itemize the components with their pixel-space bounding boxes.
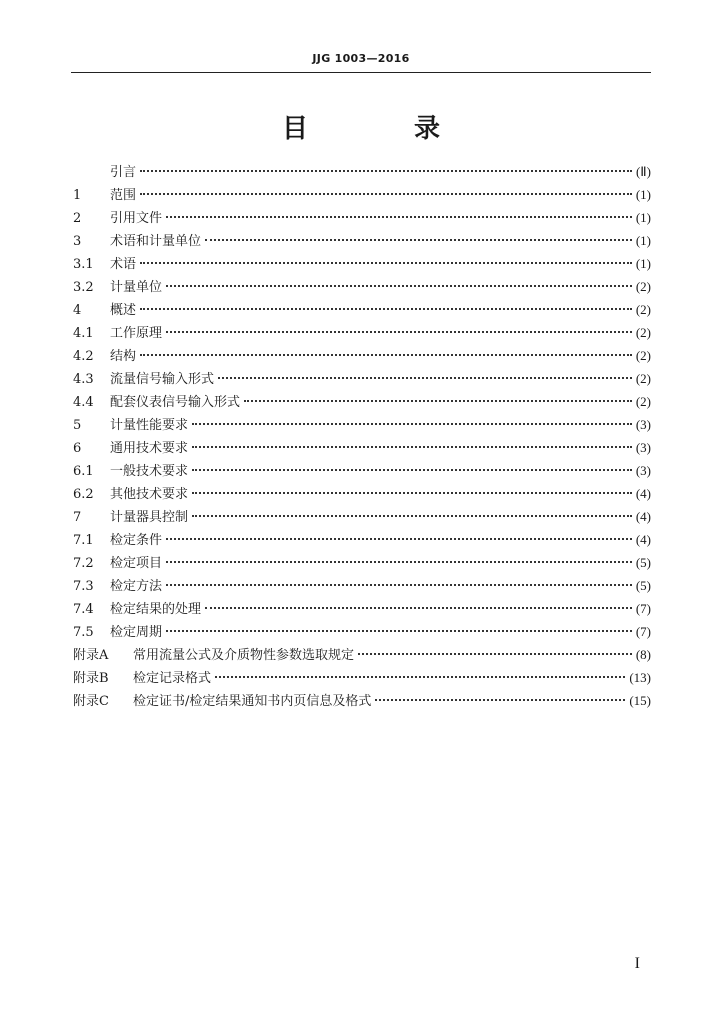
toc-entry-number: 附录A [73,648,109,663]
toc-entry-number: 2 [73,211,82,226]
toc-entry[interactable] [73,551,651,574]
toc-entry-label: 范围 [110,188,137,203]
toc-entry-number: 3.1 [73,257,94,272]
toc-entry-page: (4) [635,486,651,501]
toc-entry-page: (2) [635,279,651,294]
toc-entry-label: 检定证书/检定结果通知书内页信息及格式 [133,694,372,709]
toc-entry-number: 3 [73,234,82,249]
toc-dot-leader [192,446,632,448]
toc-entry[interactable] [73,413,651,436]
toc-entry-label: 引用文件 [110,211,163,226]
toc-entry[interactable] [73,620,651,643]
toc-entry[interactable] [73,275,651,298]
toc-dot-leader [375,699,625,701]
page-title: 目 录 [281,114,480,144]
document-code-header: JJG 1003—2016 [312,52,410,65]
toc-entry[interactable] [73,206,651,229]
toc-entry[interactable] [73,321,651,344]
toc-entry[interactable] [73,344,651,367]
toc-dot-leader [140,354,632,356]
toc-entry[interactable] [73,505,651,528]
toc-entry-label: 检定周期 [110,625,163,640]
toc-entry-label: 其他技术要求 [110,487,189,502]
table-of-contents [73,160,651,712]
toc-entry-page: (4) [635,509,651,524]
toc-entry[interactable] [73,367,651,390]
toc-entry-label: 概述 [110,303,137,318]
toc-entry-number: 6.2 [73,487,94,502]
toc-dot-leader [140,308,632,310]
toc-entry-page: (2) [635,325,651,340]
toc-entry-page: (1) [635,210,651,225]
toc-dot-leader [166,584,632,586]
toc-dot-leader [192,515,632,517]
toc-entry-label: 术语 [110,257,137,272]
toc-entry[interactable] [73,160,651,183]
toc-dot-leader [205,239,632,241]
toc-entry-number: 4.3 [73,372,94,387]
toc-dot-leader [140,262,632,264]
toc-entry-page: (Ⅱ) [635,164,651,179]
toc-entry[interactable] [73,436,651,459]
toc-entry-label: 常用流量公式及介质物性参数选取规定 [133,648,355,663]
toc-entry-label: 检定项目 [110,556,163,571]
toc-entry-page: (2) [635,302,651,317]
toc-entry-label: 检定条件 [110,533,163,548]
toc-entry-number: 7.4 [73,602,94,617]
toc-entry-page: (1) [635,187,651,202]
toc-entry-page: (15) [629,693,651,708]
toc-entry-number: 7.1 [73,533,94,548]
toc-entry-number: 3.2 [73,280,94,295]
toc-dot-leader [218,377,632,379]
toc-entry-number: 附录C [73,694,109,709]
toc-entry-label: 工作原理 [110,326,163,341]
toc-entry-number: 5 [73,418,82,433]
toc-entry[interactable] [73,252,651,275]
toc-entry-label: 一般技术要求 [110,464,189,479]
toc-entry-label: 通用技术要求 [110,441,189,456]
toc-entry-page: (13) [629,670,651,685]
toc-entry-page: (8) [635,647,651,662]
toc-dot-leader [140,170,632,172]
toc-entry-page: (2) [635,371,651,386]
toc-dot-leader [244,400,632,402]
toc-entry-label: 流量信号输入形式 [110,372,215,387]
toc-dot-leader [205,607,632,609]
toc-entry-page: (7) [635,601,651,616]
header-divider [71,72,651,73]
toc-entry-number: 7.5 [73,625,94,640]
toc-dot-leader [192,423,632,425]
toc-entry-label: 计量器具控制 [110,510,189,525]
toc-entry-page: (3) [635,440,651,455]
toc-entry-number: 7 [73,510,82,525]
toc-entry[interactable] [73,528,651,551]
toc-entry-number: 7.3 [73,579,94,594]
toc-entry-page: (3) [635,463,651,478]
toc-entry-label: 引言 [110,165,137,180]
toc-entry-number: 4.4 [73,395,94,410]
toc-dot-leader [166,630,632,632]
toc-entry[interactable] [73,482,651,505]
toc-entry[interactable] [73,183,651,206]
toc-dot-leader [166,331,632,333]
toc-entry[interactable] [73,689,651,712]
toc-entry-page: (1) [635,256,651,271]
toc-entry-label: 术语和计量单位 [110,234,202,249]
toc-entry-number: 6.1 [73,464,94,479]
toc-entry-page: (3) [635,417,651,432]
toc-entry-label: 检定记录格式 [133,671,212,686]
toc-dot-leader [166,561,632,563]
toc-entry[interactable] [73,298,651,321]
toc-entry-label: 结构 [110,349,137,364]
toc-dot-leader [166,216,632,218]
toc-entry-page: (4) [635,532,651,547]
toc-dot-leader [192,492,632,494]
toc-entry-page: (7) [635,624,651,639]
toc-entry[interactable] [73,574,651,597]
toc-entry-page: (2) [635,394,651,409]
toc-dot-leader [166,538,632,540]
toc-dot-leader [140,193,632,195]
toc-entry-number: 附录B [73,671,109,686]
toc-entry-page: (5) [635,555,651,570]
toc-entry[interactable] [73,643,651,666]
toc-entry[interactable] [73,390,651,413]
toc-entry-number: 4 [73,303,82,318]
toc-dot-leader [358,653,632,655]
toc-entry-label: 计量性能要求 [110,418,189,433]
toc-dot-leader [166,285,632,287]
toc-entry-number: 4.2 [73,349,94,364]
toc-entry-page: (5) [635,578,651,593]
toc-entry-label: 检定方法 [110,579,163,594]
toc-entry-label: 计量单位 [110,280,163,295]
toc-entry-number: 1 [73,188,82,203]
toc-entry-label: 配套仪表信号输入形式 [110,395,241,410]
toc-entry-number: 7.2 [73,556,94,571]
toc-dot-leader [215,676,625,678]
toc-entry-number: 4.1 [73,326,94,341]
toc-entry-page: (2) [635,348,651,363]
toc-entry-page: (1) [635,233,651,248]
page-number: I [634,955,640,972]
toc-dot-leader [192,469,632,471]
toc-entry-number: 6 [73,441,82,456]
toc-entry[interactable] [73,597,651,620]
toc-entry[interactable] [73,459,651,482]
toc-entry[interactable] [73,666,651,689]
toc-entry[interactable] [73,229,651,252]
toc-entry-label: 检定结果的处理 [110,602,202,617]
